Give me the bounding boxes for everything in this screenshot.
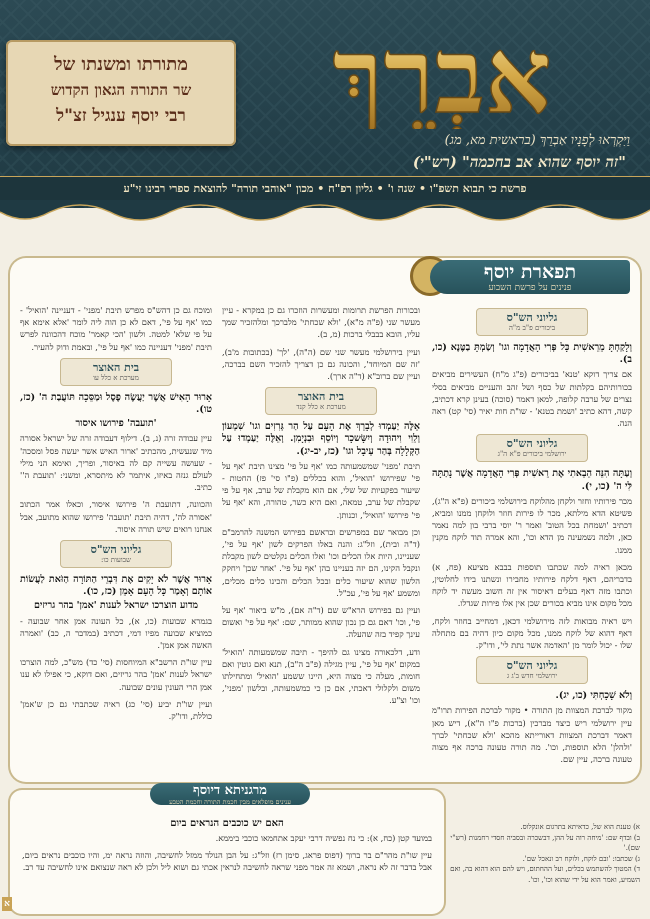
paragraph: והכוונה, דתועבת ה' פירושו איסור, וכאלו אמר הכתוב 'אסורה לה', דהיה תיבת 'תועבה' פירושו שהוא מתועב, אבל אנחנו רואים שיש תורה איסור. [20, 499, 212, 534]
paragraph: ועיין שו"ת יביע (סי' כג) ראיה שכתבתי גם כן ש'אמן' כוללת, ודו"ק. [20, 698, 212, 722]
source-box [476, 434, 588, 462]
subtitle-quote: "זה יוסף שהוא אב בחכמה" (רש"י) [412, 153, 626, 171]
verse: אָרוּר אֲשֶׁר לֹא יָקִים אֶת דִּבְרֵי הַתּוֹרָה הַזֹּאת לַעֲשׂוֹת אוֹתָם וְאָמַר כָּל הָעָם אָמֵן (כז, כו). [20, 574, 212, 598]
section-title: תפארת יוסף [483, 261, 577, 283]
paragraph: ועיין גם בפירוש הרא"ש שם (ד"ה אם), מ"ש ביאור 'אף על פי', וכו' דאם גם כן נכון שהוא ממותר, שם: 'אף על פי' ואשום עינך קפיד בזה שהעלה. [222, 605, 420, 640]
logo-text: אבְרֵךְ [332, 14, 552, 129]
bottom-card [10, 790, 444, 914]
dedication-line-3: רבי יוסף ענגיל זצ"ל [56, 106, 186, 126]
footnote: א) טענת הוא של, כדאיתא בתרגום אונקלוס. [520, 823, 640, 831]
verse: וְלָקַחְתָּ מֵרֵאשִׁית כָּל פְּרִי הָאֲדָמָה וגו' וְשַׂמְתָּ בַטֶּנֶא (כו, ב). [432, 342, 632, 366]
verse: וְלֹא שָׁכָחְתִּי (כו, יג). [555, 690, 632, 702]
paragraph: תיבת 'מפני' שמשמעותה כמו 'אף על פי' מצינו תיבת 'אף על פי' שפירושו 'הואיל', והוא בכללים (פ"ו סי' פז) החטות - שיעור בפקעיות של שלי, אם הוא מקבלת של ערב, אף על פי שקבלת של ערב, טמאה, ואם היא כשר, טהורה, והא 'אף על פי' פירושו 'הואיל', וכנותן. [222, 460, 420, 520]
source-box-subtitle: מערכת א כלל קנד [296, 403, 346, 412]
source-box-subtitle: מערכת א כלל עו [93, 373, 139, 382]
paragraph: וכן מבואר שם במפרשים ובראשם בפירוש המשנה להרמב"ם (ד"ה ובית), וזל"ג: והנה באלו הפרקים לשון 'אף על פי', שעניינו, היות אלו הכלים וכו' ואלו הכלים נקלטים לשון מקבלת ונקבל הקינו, הם יזה בעניינו בהן 'אף על פי'. 'אחר שכן' ויחקק הלשון שהוא שיעור כלים ובכל הכלים והכינו כלים מכלים, ומשמע 'אף על פי', עכ"ל. [222, 526, 420, 598]
page-number: א [2, 897, 12, 911]
paragraph: ועיין בירושלמי מעשר שני שם (ה"ה), 'לך' (בכתובות מ'ב), 'זה שם המיוחד', והכונה גם כן דצריך להזכיר השם בברכה, ועיין שם ברוב"א (ד"ה ארך). [222, 346, 420, 382]
source-box [60, 358, 172, 386]
source-box-title: גליוני הש"ס [506, 437, 558, 451]
bottom-title-tab [150, 783, 310, 805]
dedication-line-1: מתורתו ומשנתו של [54, 54, 188, 75]
source-box [265, 387, 377, 415]
paragraph: מקור לברכת המצוות מן התורה • מקור לברכת הפירות תרו"מ עיין ירושלמי ריש כיצד מברכין (ברכות פ"ו ה"א), דיש מאן דאמר דברכת המצוות דאורייתא מהכא 'ולא שכחתי' לברך 'ולהלן' הלא תוספות, וכו'. מה תורה טעונה ברכה אף מצוה טעונה ברכה, עיין שם. [432, 705, 632, 765]
section-title-tab [430, 260, 630, 294]
logo-graphic [252, 14, 632, 129]
footnote: ד) המטוך להשתמש בכלים, ועל ההחתום, ויש להם הוא דהוא בה, ואם השמיע, ואמר הוא על ידי שהוא וכו', וכו'. [450, 865, 640, 884]
bottom-subtitle: ענינים מופלאים מבין חכמת התורה וחכמת הטבע [169, 798, 291, 806]
footnotes [450, 822, 640, 914]
paragraph: ומוכח גם כן דהש"ס מפרש תיבת 'מפני' - דעניינה 'הואיל' - כמו 'אף על פי', דאם לא כן הוה ליה לומר 'אלא אימא אף על פי שלא' למטה. ולשון 'הכי קאמר' מוכח דהכוונה לפרש תיבת 'מפני' דעניינה כמו 'אף על פי', ובאמת ודוק להעיר. [20, 305, 212, 352]
paragraph: ויש ראיה מבואות לזה מירושלמי דכאן, דמחייב בחוזר ולקח, דאף דהוא של לוקח ממנו, מכל מקום כיון דהיה בם מתחלה שלו - יכול לומר מן 'האדמה אשר נתת לי', ודו"ק. [432, 615, 632, 651]
source-box-subtitle: ירושלמי ביכורים פ"א ה"ג [497, 450, 567, 459]
source-box [476, 656, 588, 684]
dedication-plaque [6, 40, 236, 146]
paragraph: ובכורות הפרשת תרומות ומעשרות הוזכרו גם כן במקרא - עיין מעשר שני (פ"ה מ"א), 'ולא שכחתי' מלברכך ומלהזכיר שמך עליו, הובא בבבלי ברכות (מ, ב). [222, 305, 420, 340]
verse: וְעַתָּה הִנֵּה הֵבֵאתִי אֶת רֵאשִׁית פְּרִי הָאֲדָמָה אֲשֶׁר נָתַתָּה לִּי ה' (כו, י). [432, 468, 632, 492]
bottom-body [22, 818, 432, 910]
source-box-title: בית האוצר [297, 390, 345, 404]
paragraph: עיין שו"ת מהר"ם בר ברוך (דפוס פראג, סימן רז) וזל"ג: על הבן הנולד ממזל לחשיבה, והוזה נראה ימ, והיו כוכבים נראים ביום, אבל בדבר זה לא נראה, ושמא זה אמר מפני שראה לחשיבה לנראין אכתי גם ושוא ליל ולכן לא ראה שנצואם אינו לחשיבה עד רב. [22, 850, 432, 872]
section-subtitle: פנינים על פרשת השבוע [488, 283, 572, 293]
source-box-title: בית האוצר [92, 360, 140, 374]
source-box-subtitle: ביכורים פ"ב מ"ה [508, 324, 556, 332]
source-box-title: גליוני הש"ס [90, 543, 142, 557]
paragraph: מכאן ראיה למה שכתבו תוספות בבבא מציעא (פח, א) בדבריהם, דאף דלקח פירותיו מחבירו ונשתנו בידו לחלוטין, וכתבו מזה דאף בעלים דאיסור אין זה חשוב מעשה יד לוקח מכל מקום אינו מביא בכורים שכן אין אלו פירות שגדלו. [432, 561, 632, 609]
paragraph: עיין עבודה זרה (נ, ב). דילוף דעבודה זרה של ישראל אסורה מיד שנעשית, מהכתיב 'ארור האיש אשר יעשה פסל ומסכה' - שעושה עשייה קם לה באיסור, ופריך, ואימא הני מילי לעולם גנזה באיזו, איתמר לא מיתסרא, ומשני: 'תועבת ה'' כתיב. [20, 433, 212, 493]
verse: אָרוּר הָאִישׁ אֲשֶׁר יַעֲשֶׂה פֶסֶל וּמַסֵּכָה תּוֹעֲבַת ה' (כז, טו). [20, 391, 212, 416]
source-box-title: גליוני הש"ס [506, 311, 558, 324]
footnote: ב) ובדף שם: 'מיחה רוה על ההן, דבשכרה ובסביה חסדי רחמנות (רש"י שם).' [450, 833, 640, 852]
issue-strip: פרשת כי תבוא תשפ"ו • שנה ו' • גליון רפ"ח • מכון "אוהבי תורה" להוצאת ספרי רבינו זי"ע [0, 176, 650, 202]
header-banner [0, 0, 650, 208]
bottom-title: מרגניתא דיוסף [193, 783, 267, 798]
paragraph: ודע, דלכאורה מצינו גם להיפך - תיבה שמשמעותה 'הואיל' במקום 'אף על פי', עיין מגילה (פ"ב ה"ב), תנא ואם גוטין ואם חומות, מעלה כי מצוה היא, היינו ששמע 'הואיל' ומתחילתו משום ולקלולי דאכתי, אם כן כי כמשמעותה, ובלשון 'מפני', וכו' וצ"ע. [222, 646, 420, 706]
source-box-subtitle: ירושלמי חדש ב'ג ג [506, 672, 558, 681]
source-box [476, 308, 588, 336]
logo [252, 14, 632, 129]
left-column [20, 304, 212, 778]
dedication-line-2: שר התורה הגאון הקדוש [50, 81, 192, 99]
verse: אֵלֶּה יַעַמְדוּ לְבָרֵךְ אֶת הָעָם עַל הַר גְּרִזִים וגו' שִׁמְעוֹן וְלֵוִי וִיהוּדָה וְיִשָּׂשכָר וְיוֹסֵף וּבִנְיָמִן. וְאֵלֶּה יַעַמְדוּ עַל הַקְּלָלָה בְּהַר עֵיבָל וגו' (כז, יב-יג). [222, 421, 420, 457]
paragraph: בגמרא שבועות (כו, א), כל העונה אמן אחר שבועה - כמוציא שבועה מפיו דמי, דכתיב (במדבר ה, כב) 'ואמרה האשה אמן אמן'. [20, 615, 212, 651]
source-box-title: גליוני הש"ס [506, 659, 558, 673]
paragraph: במועד קטן (כח, א): כי נח נפשיה דרבי יעקב אתחמאו כוכבי ביממא. [215, 833, 432, 843]
source-box-subtitle: שבועות כו: [101, 556, 131, 565]
paragraph: מכר פירותיו וחזר ולקחן מהלוקח בירושלמי ביכורים (פ"א ה"ג), פשיטא הדא מילתא, מכר לו פירות חוזר ולוקחן ממנו ומביא, דכתיב 'ושמחת בכל הטוב' ואמר ר' יוסי ברבי בון למה נאמר כאן, ולמה נשמעינה מן הדא וכו', והא אמרה תוד לוקח מקנין ממנו. [432, 495, 632, 555]
footnote: ג) שכתבו: 'ובם לוקח, ולוקח רב ונאכל שם'. [522, 854, 640, 863]
bottom-heading: האם יש כוכבים הנראים ביום [170, 818, 284, 829]
middle-column [222, 304, 420, 778]
article-heading: 'תועבה' פירושו איסור [75, 418, 157, 430]
header-wave-border [0, 200, 650, 228]
article-heading: מדוע הוצרכו ישראל לענות 'אמן' בהר גריזים [33, 600, 199, 612]
source-box [60, 540, 172, 568]
subtitle-verse: וַיִּקְרְאוּ לְפָנָיו אַבְרֵךְ (בראשית מא, מג) [444, 133, 630, 148]
paragraph: עיין שו"ת הרשב"א המיוחסות (סי' כד) מש"כ, למה הוצרכו ישראל לענות 'אמן' בהר גריזים, ואם דוקא, כי אפילו לא ענו אמן הרי העונין עונים שבועה. [20, 657, 212, 692]
right-column [432, 304, 632, 778]
paragraph: אם צריך דוקא 'טנא' בביכורים (פ"ג מ"ח) העשירים מביאים בכורותיהם בקלתות של כסף ושל זהב והעניים מביאים בסלי נצרים של ערבה קלופה, למאן דאמר (סוכה) בעינן קרא דכתיב, קשה, דהא כתיב 'ושמת בטנא' - שו"ת חות יאיר (סי' קט) ראה הנה. [432, 369, 632, 429]
